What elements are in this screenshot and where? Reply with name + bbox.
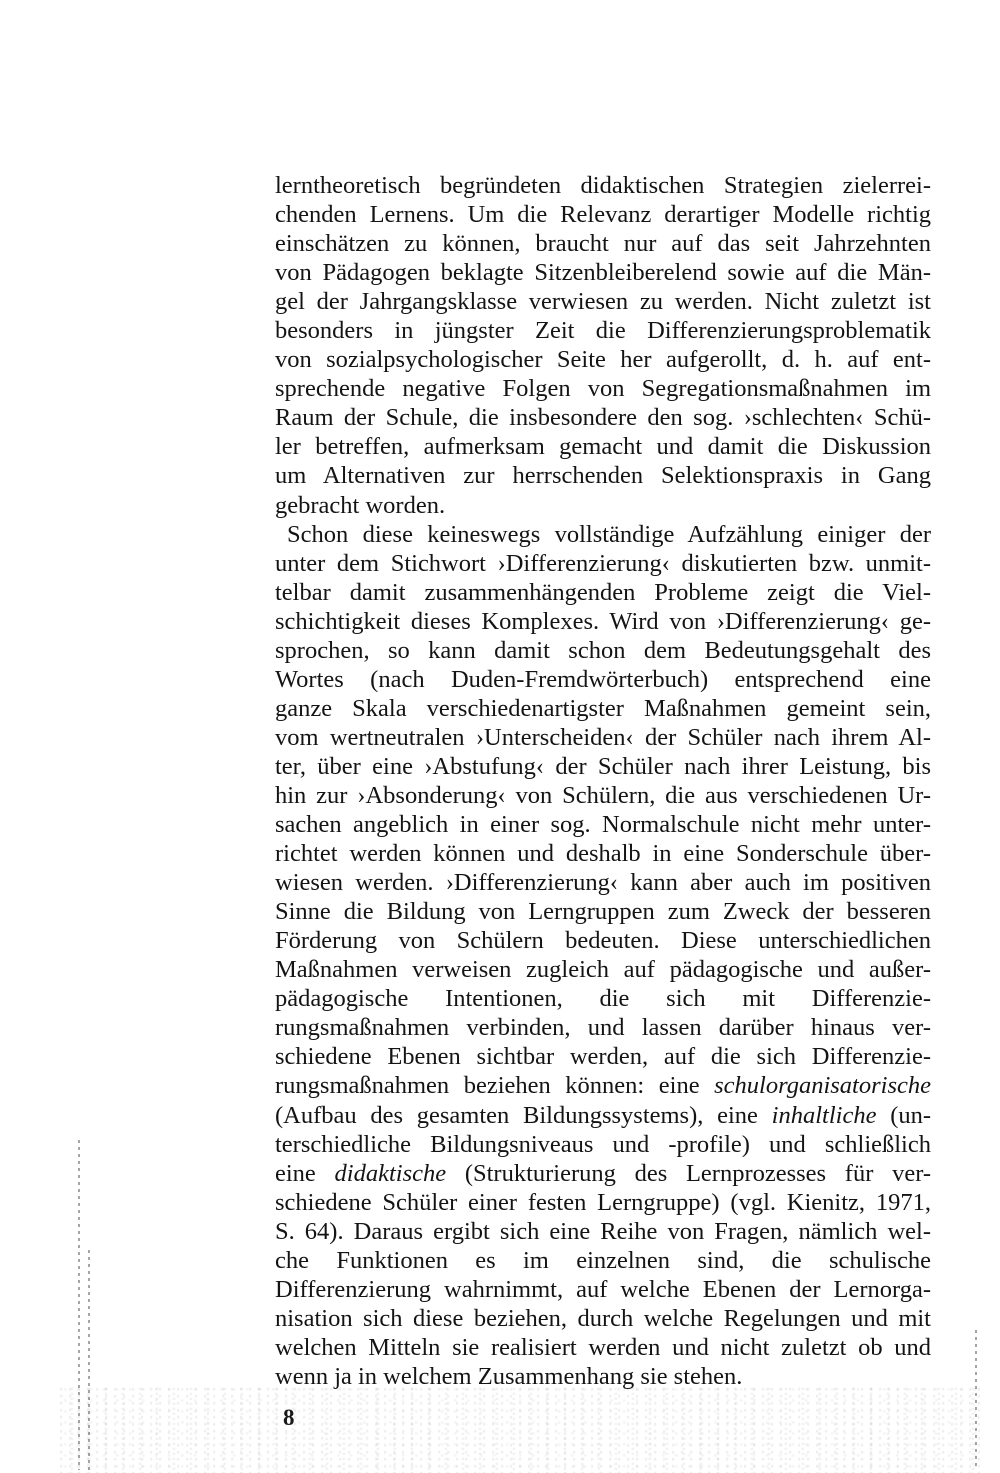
text-line: Differenzierung wahrnimmt, auf welche Ebenen der Lernorga- (275, 1275, 931, 1303)
text-line: sprechende negative Folgen von Segregationsmaßnahmen im (275, 375, 931, 403)
text-line (275, 1101, 931, 1130)
text-line: hin zur ›Absonderung‹ von Schülern, die aus verschiedenen Ur- (275, 781, 931, 809)
text-line: gel der Jahrgangsklasse verwiesen zu werden. Nicht zuletzt ist (275, 288, 931, 316)
text-line: vom wertneutralen ›Unterscheiden‹ der Schüler nach ihrem Al- (275, 723, 931, 751)
text-line: schiedene Ebenen sichtbar werden, auf die sich Differenzie- (275, 1043, 931, 1071)
text-line: Maßnahmen verweisen zugleich auf pädagogische und außer- (275, 956, 931, 984)
text-line: ler betreffen, aufmerksam gemacht und damit die Diskussion (275, 433, 931, 461)
text-fragment: eine (275, 1159, 316, 1187)
text-line: sachen angeblich in einer sog. Normalschule nicht mehr unter- (275, 811, 931, 839)
text-fragment: (un- (890, 1101, 932, 1129)
scan-artifact-left-inner (88, 1250, 90, 1470)
text-line: telbar damit zusammenhängenden Probleme zeigt die Viel- (275, 578, 931, 606)
text-line: rungsmaßnahmen verbinden, und lassen darüber hinaus ver- (275, 1014, 931, 1042)
text-line: besonders in jüngster Zeit die Differenzierungsproblematik (275, 317, 931, 345)
text-line: Wortes (nach Duden-Fremdwörterbuch) entsprechend eine (275, 665, 931, 693)
text-line: lerntheoretisch begründeten didaktischen Strategien zielerrei- (275, 172, 931, 199)
emphasis-schulorganisatorische: schulorganisatorische (714, 1072, 931, 1100)
page-number: 8 (283, 1405, 295, 1430)
text-line: gebracht worden. (275, 491, 446, 519)
text-line: chenden Lernens. Um die Relevanz derartiger Modelle richtig (275, 201, 931, 229)
text-line: ganze Skala verschiedenartigster Maßnahmen gemeint sein, (275, 694, 931, 722)
text-line: wiesen werden. ›Differenzierung‹ kann aber auch im positiven (275, 869, 931, 897)
text-line: Schon diese keineswegs vollständige Aufzählung einiger der (287, 520, 931, 548)
text-line: wenn ja in welchem Zusammenhang sie stehen. (275, 1362, 743, 1390)
text-line: pädagogische Intentionen, die sich mit Differenzie- (275, 985, 931, 1013)
scan-artifact-left (78, 1140, 80, 1470)
text-fragment: (Strukturierung des Lernprozesses für ver- (464, 1159, 932, 1187)
emphasis-didaktische: didaktische (334, 1159, 447, 1187)
text-line: che Funktionen es im einzelnen sind, die schulische (275, 1246, 931, 1274)
text-fragment: rungsmaßnahmen beziehen können: eine (275, 1072, 700, 1100)
text-line: richtet werden können und deshalb in eine Sonderschule über- (275, 840, 931, 868)
text-line: schiedene Schüler einer festen Lerngruppe) (vgl. Kienitz, 1971, (275, 1188, 931, 1216)
text-line: nisation sich diese beziehen, durch welche Regelungen und mit (275, 1304, 931, 1332)
text-fragment: (Aufbau des gesamten Bildungssystems), eine (275, 1101, 758, 1129)
scan-artifact-right (975, 1330, 977, 1470)
text-line: von sozialpsychologischer Seite her aufgerollt, d. h. auf ent- (275, 346, 931, 374)
text-line: von Pädagogen beklagte Sitzenbleiberelend sowie auf die Män- (275, 259, 931, 287)
text-line: terschiedliche Bildungsniveaus und -profile) und schließlich (275, 1130, 931, 1158)
text-line (275, 1159, 931, 1188)
text-line: Raum der Schule, die insbesondere den sog. ›schlechten‹ Schü- (275, 404, 931, 432)
text-line: schichtigkeit dieses Komplexes. Wird von ›Differenzierung‹ ge- (275, 607, 931, 635)
text-line: unter dem Stichwort ›Differenzierung‹ diskutierten bzw. unmit- (275, 549, 931, 577)
text-line: ter, über eine ›Abstufung‹ der Schüler nach ihrer Leistung, bis (275, 752, 931, 780)
body-text (275, 171, 931, 1391)
text-line: Sinne die Bildung von Lerngruppen zum Zweck der besseren (275, 898, 931, 926)
text-line: welchen Mitteln sie realisiert werden und nicht zuletzt ob und (275, 1333, 931, 1361)
text-line (275, 1071, 931, 1100)
text-line: Förderung von Schülern bedeuten. Diese unterschiedlichen (275, 927, 931, 955)
text-line: einschätzen zu können, braucht nur auf das seit Jahrzehnten (275, 230, 931, 258)
emphasis-inhaltliche: inhaltliche (771, 1101, 877, 1129)
text-line: sprochen, so kann damit schon dem Bedeutungsgehalt des (275, 636, 931, 664)
scan-noise (60, 1385, 980, 1473)
text-line: S. 64). Daraus ergibt sich eine Reihe von Fragen, nämlich wel- (275, 1217, 931, 1245)
text-line: um Alternativen zur herrschenden Selektionspraxis in Gang (275, 462, 931, 490)
